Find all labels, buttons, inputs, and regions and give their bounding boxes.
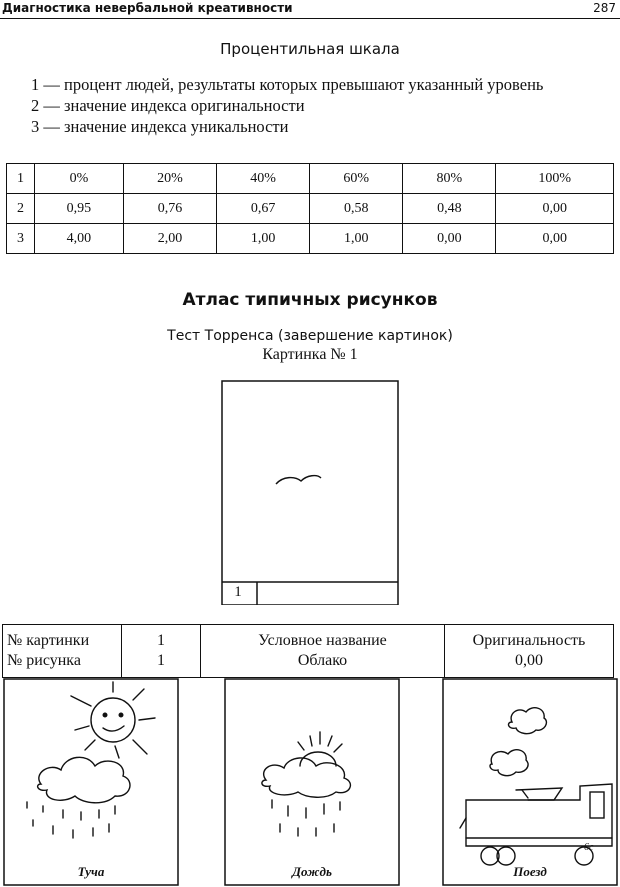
legend-item-3: 3 — значение индекса уникальности — [31, 117, 289, 136]
table-cell: 20% — [123, 164, 216, 194]
table-cell: 3 — [7, 224, 35, 254]
picture-number-value: 1 — [157, 632, 165, 649]
table-cell: 0,58 — [310, 194, 403, 224]
atlas-title: Атлас типичных рисунков — [182, 290, 438, 310]
drawing-card — [3, 678, 179, 886]
table-cell: 0,48 — [403, 194, 496, 224]
table-cell: 0,00 — [403, 224, 496, 254]
table-row — [3, 625, 614, 678]
picture-number-label: № картинки — [7, 632, 90, 649]
frame-number: 1 — [234, 584, 242, 600]
sun-behind-cloud-rain-icon — [224, 678, 400, 886]
table-cell: 0,00 — [496, 194, 614, 224]
table-cell: 1 — [7, 164, 35, 194]
table-cell: 100% — [496, 164, 614, 194]
header-rule — [0, 18, 620, 19]
percentile-table — [6, 163, 614, 254]
drawing-caption: Туча — [77, 864, 105, 879]
table-row — [7, 164, 614, 194]
drawing-number-value: 1 — [157, 652, 165, 669]
page-number: 287 — [593, 1, 616, 15]
originality-header: Оригинальность — [472, 632, 586, 649]
table-cell: 80% — [403, 164, 496, 194]
table-cell: 4,00 — [34, 224, 123, 254]
running-header — [0, 0, 620, 18]
name-value: Облако — [297, 652, 348, 669]
stimulus-squiggle-icon — [221, 380, 399, 605]
table-cell: 0,00 — [496, 224, 614, 254]
legend-item-2: 2 — значение индекса оригинальности — [31, 96, 305, 115]
drawing-caption: Дождь — [292, 864, 332, 879]
originality-value: 0,00 — [515, 652, 543, 669]
drawing-card — [442, 678, 618, 886]
table-cell: 0% — [34, 164, 123, 194]
table-cell: 2,00 — [123, 224, 216, 254]
originality-cell — [445, 625, 614, 678]
test-title: Тест Торренса (завершение картинок) — [167, 328, 453, 344]
drawing-number-label: № рисунка — [7, 652, 81, 669]
drawing-caption: Поезд — [513, 864, 547, 879]
table-row — [7, 194, 614, 224]
table-cell: 0,76 — [123, 194, 216, 224]
drawing-info-table — [2, 624, 614, 678]
name-cell — [201, 625, 445, 678]
sun-cloud-rain-icon — [3, 678, 179, 886]
table-cell: 1,00 — [310, 224, 403, 254]
table-cell: 60% — [310, 164, 403, 194]
steam-train-icon — [442, 678, 618, 886]
numbers-cell — [122, 625, 201, 678]
labels-cell — [3, 625, 122, 678]
table-cell: 0,67 — [217, 194, 310, 224]
name-header: Условное название — [258, 632, 387, 649]
picture-title: Картинка № 1 — [262, 346, 358, 363]
table-cell: 0,95 — [34, 194, 123, 224]
table-cell: 2 — [7, 194, 35, 224]
legend-item-1: 1 — процент людей, результаты которых превышают указанный уровень — [31, 75, 544, 94]
table-cell: 40% — [217, 164, 310, 194]
drawing-card — [224, 678, 400, 886]
table-row — [7, 224, 614, 254]
table-cell: 1,00 — [217, 224, 310, 254]
scale-title: Процентильная шкала — [220, 40, 400, 58]
stimulus-frame — [221, 380, 399, 605]
running-title: Диагностика невербальной креативности — [2, 1, 293, 15]
drawing-signature: 6с — [584, 842, 594, 853]
